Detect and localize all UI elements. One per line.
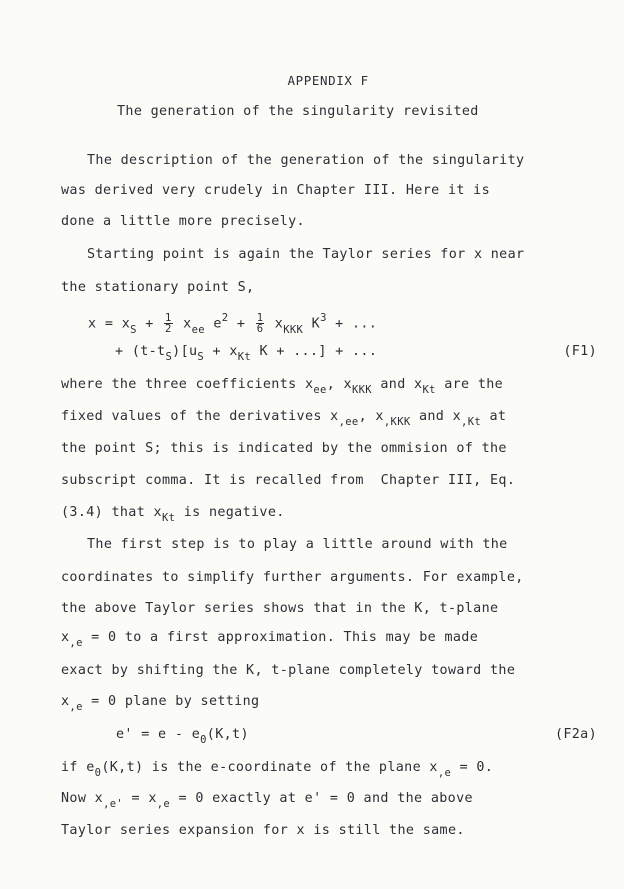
paragraph-line: exact by shifting the K, t-plane completely toward the (61, 663, 516, 678)
equation-f1-line2: + $(t-t_S)[u_S + x_{Kt}$ K + ...] + ... (F1) (115, 344, 597, 363)
paragraph-line: $x_{,e} = 0$ to a first approximation. This may be made (61, 630, 479, 649)
paragraph-line: $x_{,e} = 0$ plane by setting (61, 694, 260, 713)
paragraph-line: coordinates to simplify further arguments. For example, (61, 570, 524, 585)
paragraph-line: was derived very crudely in Chapter III. Here it is (61, 183, 491, 198)
fraction-half: $\frac{1}{2}$ (165, 312, 172, 335)
equation-label-f1: (F1) (563, 344, 597, 359)
paragraph-line: the above Taylor series shows that in the K, t-plane (61, 601, 499, 616)
paragraph-line: subscript comma. It is recalled from Chapter III, Eq. (61, 473, 516, 488)
paragraph-line: The description of the generation of the singularity (87, 153, 525, 168)
equation-label-f2a: (F2a) (554, 727, 597, 742)
paragraph-line: where the three coefficients $x_{ee}$, $x_{KKK}$ and $x_{Kt}$ are the (61, 377, 504, 396)
paragraph-line: fixed values of the derivatives $x_{,ee}$, $x_{,KKK}$ and $x_{,Kt}$ at (61, 409, 507, 428)
paragraph-line: The first step is to play a little around with the (87, 537, 508, 552)
paragraph-line: (3.4) that $x_{Kt}$ is negative. (61, 505, 285, 524)
equation-f1-line1: $x = x_S$ + $\frac{1}{2}$ $x_{ee}$ $e^2$ + $\frac{1}{6}$ $x_{KKK}$ $K^3$ + ... (88, 311, 378, 336)
paragraph-line: if $e_0(K,t)$ is the e-coordinate of the plane $x_{,e} = 0$. (61, 760, 494, 779)
paragraph-line: done a little more precisely. (61, 214, 305, 229)
paragraph-line: the point S; this is indicated by the ommision of the (61, 441, 507, 456)
paragraph-line: Starting point is again the Taylor series for x near (87, 247, 525, 262)
fraction-sixth: $\frac{1}{6}$ (256, 312, 264, 335)
appendix-heading (255, 57, 369, 105)
equation-f2a: $e' = e - e_0(K,t)$ (F2a) (116, 727, 597, 746)
paragraph-line: the stationary point S, (61, 280, 255, 295)
paragraph-line: Now $x_{,e'} = x_{,e} = 0$ exactly at e' = 0 and the above (61, 791, 473, 810)
heading-text: APPENDIX F (287, 73, 369, 88)
paragraph-line: Taylor series expansion for x is still the same. (61, 823, 465, 838)
section-subtitle: The generation of the singularity revisited (117, 104, 479, 119)
